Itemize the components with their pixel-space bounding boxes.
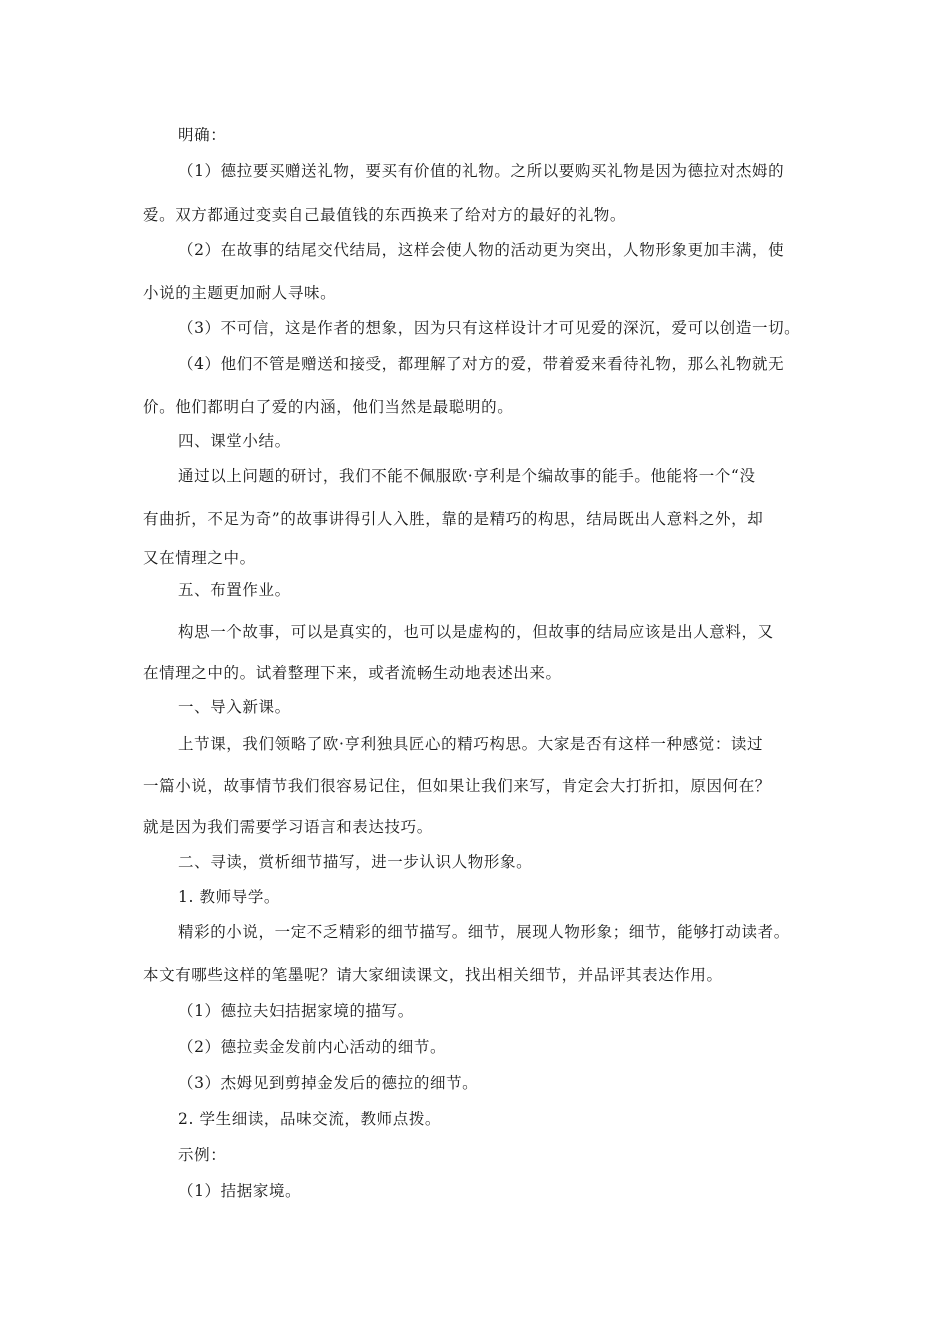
paragraph-line: 又在情理之中。 (143, 549, 256, 567)
paragraph-line: 有曲折，不足为奇”的故事讲得引人入胜，靠的是精巧的构思，结局既出人意料之外，却 (143, 510, 764, 528)
subsection-heading: 1. 教师导学。 (178, 888, 281, 906)
list-item: （1）德拉夫妇拮据家境的描写。 (178, 1002, 414, 1020)
list-item: （2）德拉卖金发前内心活动的细节。 (178, 1038, 447, 1056)
paragraph-line: 本文有哪些这样的笔墨呢？请大家细读课文，找出相关细节，并品评其表达作用。 (143, 966, 723, 984)
paragraph-line: 示例： (178, 1146, 227, 1164)
paragraph-line: （4）他们不管是赠送和接受，都理解了对方的爱，带着爱来看待礼物，那么礼物就无 (178, 355, 785, 373)
paragraph-line: 精彩的小说，一定不乏精彩的细节描写。细节，展现人物形象；细节，能够打动读者。 (178, 923, 790, 941)
paragraph-line: 就是因为我们需要学习语言和表达技巧。 (143, 818, 433, 836)
paragraph-line: （3）不可信，这是作者的想象，因为只有这样设计才可见爱的深沉，爱可以创造一切。 (178, 319, 801, 337)
section-heading: 四、课堂小结。 (178, 432, 291, 450)
paragraph-line: 在情理之中的。试着整理下来，或者流畅生动地表述出来。 (143, 664, 562, 682)
paragraph-line: 一篇小说，故事情节我们很容易记住，但如果让我们来写，肯定会大打折扣，原因何在？ (143, 777, 771, 795)
paragraph-line: 构思一个故事，可以是真实的，也可以是虚构的，但故事的结局应该是出人意料，又 (178, 623, 774, 641)
section-heading: 五、布置作业。 (178, 581, 291, 599)
paragraph-line: （2）在故事的结尾交代结局，这样会使人物的活动更为突出，人物形象更加丰满，使 (178, 241, 785, 259)
paragraph-line: 上节课，我们领略了欧·亨利独具匠心的精巧构思。大家是否有这样一种感觉：读过 (178, 735, 764, 753)
paragraph-line: 明确： (178, 126, 227, 144)
paragraph-line: 爱。双方都通过变卖自己最值钱的东西换来了给对方的最好的礼物。 (143, 206, 627, 224)
section-heading: 一、导入新课。 (178, 698, 291, 716)
section-heading: 二、寻读，赏析细节描写，进一步认识人物形象。 (178, 853, 533, 871)
paragraph-line: 价。他们都明白了爱的内涵，他们当然是最聪明的。 (143, 398, 514, 416)
list-item: （1）拮据家境。 (178, 1182, 302, 1200)
paragraph-line: 通过以上问题的研讨，我们不能不佩服欧·亨利是个编故事的能手。他能将一个“没 (178, 467, 756, 485)
list-item: （3）杰姆见到剪掉金发后的德拉的细节。 (178, 1074, 479, 1092)
paragraph-line: （1）德拉要买赠送礼物，要买有价值的礼物。之所以要购买礼物是因为德拉对杰姆的 (178, 162, 785, 180)
paragraph-line: 小说的主题更加耐人寻味。 (143, 284, 337, 302)
subsection-heading: 2. 学生细读，品味交流，教师点拨。 (178, 1110, 442, 1128)
